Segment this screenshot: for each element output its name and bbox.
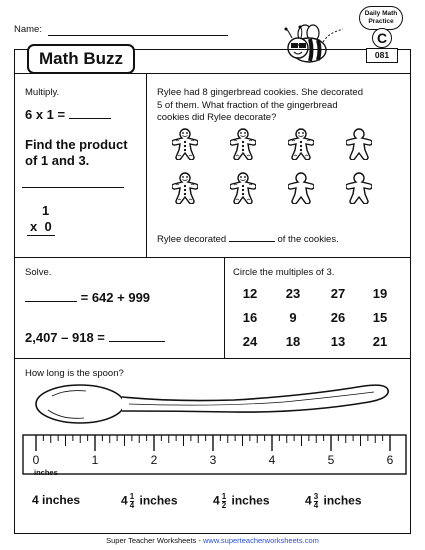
ruler-unit: inches xyxy=(34,468,58,477)
question-line: of 1 and 3. xyxy=(25,153,90,168)
answer-choice[interactable] xyxy=(213,493,270,510)
ruler-number: 4 xyxy=(268,453,276,467)
denominator: 4 xyxy=(129,501,135,510)
multiple-number[interactable]: 24 xyxy=(242,334,258,349)
stack-bottom: x 0 xyxy=(30,219,52,234)
badge-line2: Practice xyxy=(368,18,394,25)
name-label: Name: xyxy=(14,24,42,35)
whole-number: 4 xyxy=(32,493,39,507)
answer-blank[interactable] xyxy=(229,241,275,242)
ruler-number: 2 xyxy=(150,453,158,467)
divider xyxy=(14,358,411,359)
spoon-image xyxy=(34,380,394,432)
decorated-cookie-icon xyxy=(288,128,314,160)
multiply-equation xyxy=(25,107,111,122)
footer-text: Super Teacher Worksheets - xyxy=(106,536,203,545)
multiple-number[interactable]: 18 xyxy=(285,334,301,349)
divider xyxy=(14,257,411,258)
problem-line: 5 of them. What fraction of the gingerbread xyxy=(157,99,338,111)
cookie-answer xyxy=(157,234,339,246)
plain-cookie-icon xyxy=(288,172,314,204)
numerator: 1 xyxy=(129,492,135,501)
unit: inches xyxy=(323,493,362,508)
multiple-number[interactable]: 9 xyxy=(289,310,297,325)
problem-line: cookies did Rylee decorate? xyxy=(157,112,277,123)
fraction xyxy=(222,493,226,510)
stack-line xyxy=(27,235,55,236)
answer-choice[interactable] xyxy=(121,493,178,510)
multiple-number[interactable]: 23 xyxy=(285,286,301,301)
multiple-number[interactable]: 12 xyxy=(242,286,258,301)
answer-suffix: of the cookies. xyxy=(277,234,339,245)
whole-number: 4 xyxy=(121,493,128,508)
ruler-number: 0 xyxy=(32,453,40,467)
unit: inches xyxy=(42,493,81,507)
cookie-problem xyxy=(157,87,363,125)
badge-line1: Daily Math xyxy=(364,10,398,17)
question-line: Find the product xyxy=(25,137,128,152)
badge-number: 081 xyxy=(366,48,398,63)
name-field[interactable] xyxy=(48,35,228,36)
answer-choice[interactable] xyxy=(305,493,362,510)
badge-letter: C xyxy=(372,28,392,48)
multiply-label: Multiply. xyxy=(25,87,60,98)
decorated-cookie-icon xyxy=(172,128,198,160)
problem-line: Rylee had 8 gingerbread cookies. She decorated xyxy=(157,87,363,98)
solve-equation-2 xyxy=(25,330,165,345)
answer-blank[interactable] xyxy=(69,118,111,119)
denominator: 2 xyxy=(221,501,227,510)
equation-text: 2,407 – 918 = xyxy=(25,330,105,345)
unit: inches xyxy=(139,493,178,508)
answer-line[interactable] xyxy=(22,187,124,188)
product-question xyxy=(25,137,128,169)
answer-prefix: Rylee decorated xyxy=(157,234,227,245)
divider xyxy=(146,73,147,257)
worksheet-title: Math Buzz xyxy=(27,44,135,74)
whole-number: 4 xyxy=(305,493,312,508)
equation-text: = 642 + 999 xyxy=(80,290,151,305)
denominator: 4 xyxy=(313,501,319,510)
equation-text: 6 x 1 = xyxy=(25,107,69,122)
ruler-number: 5 xyxy=(327,453,335,467)
answer-choice[interactable] xyxy=(32,493,80,507)
answer-blank[interactable] xyxy=(25,301,77,302)
decorated-cookie-icon xyxy=(172,172,198,204)
footer-link[interactable]: www.superteacherworksheets.com xyxy=(202,536,319,545)
multiple-number[interactable]: 15 xyxy=(372,310,388,325)
solve-label: Solve. xyxy=(25,267,52,278)
numerator: 1 xyxy=(221,492,227,501)
solve-equation-1 xyxy=(25,290,150,305)
multiple-number[interactable]: 19 xyxy=(372,286,388,301)
decorated-cookie-icon xyxy=(230,128,256,160)
multiple-number[interactable]: 16 xyxy=(242,310,258,325)
multiples-label: Circle the multiples of 3. xyxy=(233,267,335,278)
unit: inches xyxy=(231,493,270,508)
whole-number: 4 xyxy=(213,493,220,508)
daily-math-badge xyxy=(359,6,403,30)
fraction xyxy=(130,493,134,510)
divider xyxy=(224,257,225,358)
fraction xyxy=(314,493,318,510)
plain-cookie-icon xyxy=(346,128,372,160)
multiple-number[interactable]: 26 xyxy=(330,310,346,325)
multiple-number[interactable]: 27 xyxy=(330,286,346,301)
stack-top: 1 xyxy=(42,203,50,218)
ruler-number: 6 xyxy=(386,453,394,467)
multiple-number[interactable]: 13 xyxy=(330,334,346,349)
multiple-number[interactable]: 21 xyxy=(372,334,388,349)
ruler-number: 1 xyxy=(91,453,99,467)
answer-blank[interactable] xyxy=(109,341,165,342)
plain-cookie-icon xyxy=(346,172,372,204)
numerator: 3 xyxy=(313,492,319,501)
decorated-cookie-icon xyxy=(230,172,256,204)
spoon-question: How long is the spoon? xyxy=(25,368,124,379)
ruler-number: 3 xyxy=(209,453,217,467)
footer xyxy=(0,536,425,545)
